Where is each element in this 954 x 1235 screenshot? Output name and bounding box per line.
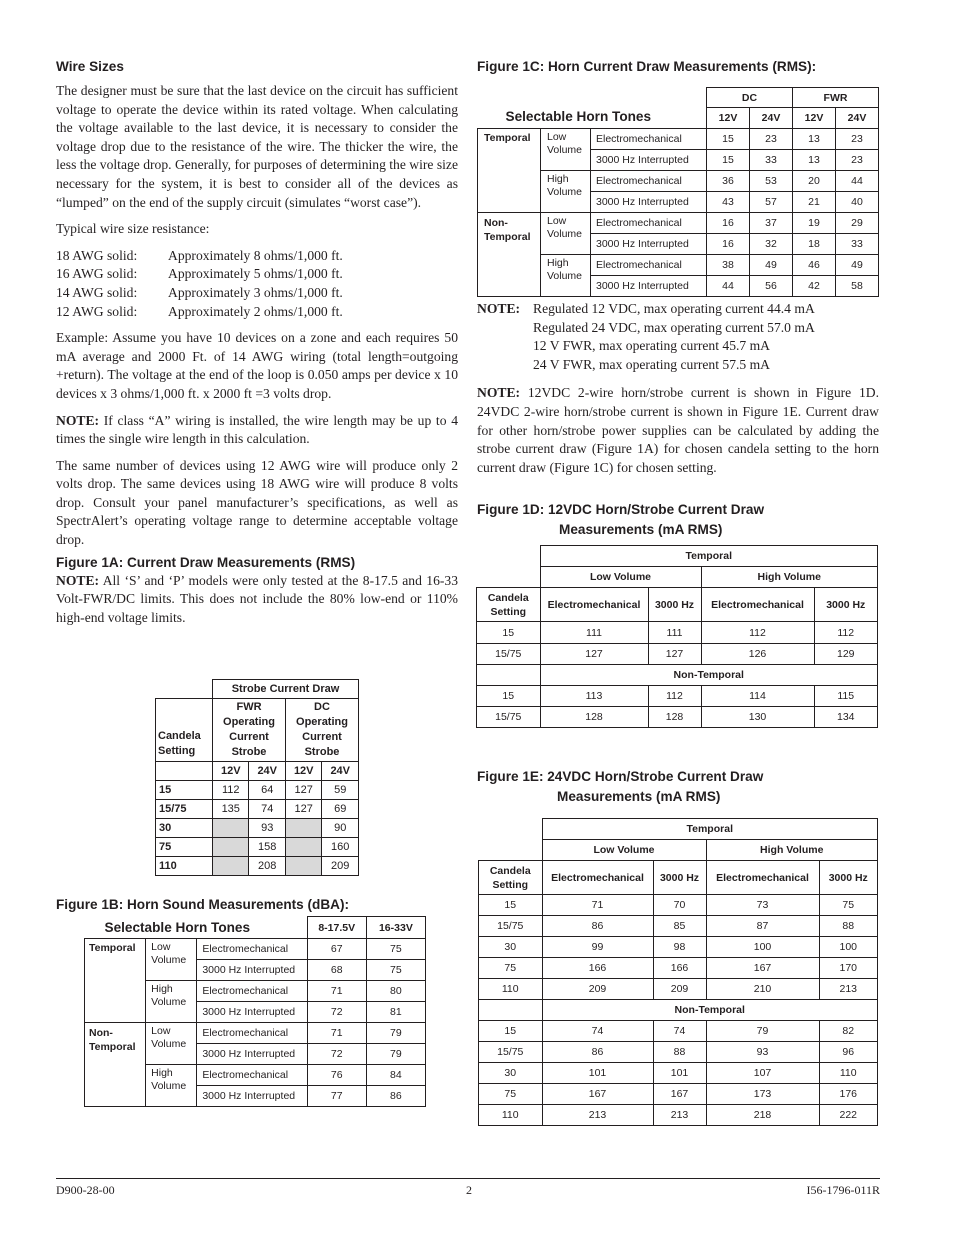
fig1a-table — [155, 679, 359, 876]
fig1e-caption-line-2: Measurements (mA RMS) — [557, 789, 721, 804]
value-cell: 87 — [706, 916, 819, 937]
note-text: 12VDC 2-wire horn/strobe current is shown in Figure 1D. 24VDC 2-wire horn/strobe current is shown in Figure 1E. Current draw for other horn/strobe power supplies can be calculated by adding the strobe current draw (Figure 1A) for chosen candela setting to the horn current draw (Figure 1C) for chosen setting. — [477, 385, 879, 475]
value-cell: 44 — [707, 276, 750, 297]
tone-cell: Electromechanical — [591, 129, 707, 150]
fwr-header: FWR Operating Current Strobe — [213, 698, 286, 761]
candela-cell: 30 — [479, 937, 543, 958]
note-line: Regulated 12 VDC, max operating current 44.4 mA — [533, 301, 815, 316]
value-cell: 113 — [540, 686, 648, 707]
value-cell: 209 — [322, 856, 359, 875]
volt-header: 24V — [836, 108, 879, 129]
volume-cell: Low Volume — [541, 213, 591, 255]
value-cell: 42 — [793, 276, 836, 297]
candela-cell: 75 — [479, 958, 543, 979]
strobe-current-header: Strobe Current Draw — [213, 680, 359, 699]
high-volume-header: High Volume — [701, 567, 878, 588]
fwr-header: FWR — [793, 88, 879, 108]
note-lines — [533, 300, 879, 374]
fig1a-note — [56, 572, 458, 628]
value-cell: 126 — [701, 644, 814, 665]
em-header: Electromechanical — [540, 588, 648, 622]
value-cell: 15 — [707, 129, 750, 150]
value-cell: 127 — [648, 644, 701, 665]
volume-cell: Low Volume — [541, 129, 591, 171]
value-cell: 82 — [819, 1021, 878, 1042]
value-cell: 64 — [249, 780, 286, 799]
value-cell: 127 — [540, 644, 648, 665]
tone-cell: 3000 Hz Interrupted — [591, 276, 707, 297]
value-cell: 69 — [322, 799, 359, 818]
footer-page-number: 2 — [466, 1183, 472, 1197]
candela-cell: 110 — [156, 856, 213, 875]
table-row — [477, 686, 878, 707]
value-cell — [213, 856, 249, 875]
tone-cell: Electromechanical — [197, 939, 307, 960]
value-cell: 101 — [653, 1063, 706, 1084]
candela-cell: 15 — [477, 686, 541, 707]
hz-header: 3000 Hz — [653, 861, 706, 895]
candela-cell: 15/75 — [479, 1042, 543, 1063]
candela-cell: 15 — [477, 622, 541, 644]
value-cell: 49 — [750, 255, 793, 276]
value-cell: 93 — [706, 1042, 819, 1063]
awg-value: Approximately 3 ohms/1,000 ft. — [168, 284, 343, 300]
fig1c-notes — [477, 300, 879, 485]
value-cell: 49 — [836, 255, 879, 276]
volume-cell: High Volume — [146, 1065, 197, 1107]
value-cell: 209 — [542, 979, 653, 1000]
volt-header: 24V — [322, 761, 359, 780]
fig1e-caption-line-1: Figure 1E: 24VDC Horn/Strobe Current Draw — [477, 769, 764, 784]
value-cell: 74 — [249, 799, 286, 818]
candela-cell: 110 — [479, 979, 543, 1000]
volume-cell: High Volume — [541, 255, 591, 297]
wire-sizes-paragraph-2: Typical wire size resistance: — [56, 221, 210, 237]
voltage-header: 8-17.5V — [307, 917, 366, 939]
voltage-header: 16-33V — [366, 917, 425, 939]
value-cell: 29 — [836, 213, 879, 234]
value-cell: 99 — [542, 937, 653, 958]
value-cell: 53 — [750, 171, 793, 192]
hz-header: 3000 Hz — [814, 588, 878, 622]
table-row — [477, 622, 878, 644]
value-cell: 98 — [653, 937, 706, 958]
tone-cell: Electromechanical — [197, 1065, 307, 1086]
candela-cell: 15 — [156, 780, 213, 799]
table-row — [156, 818, 359, 837]
tone-cell: Electromechanical — [197, 1023, 307, 1044]
mode-cell: Non-Temporal — [478, 213, 541, 297]
non-temporal-header: Non-Temporal — [542, 1000, 878, 1021]
value-cell: 218 — [706, 1105, 819, 1126]
tone-cell: 3000 Hz Interrupted — [197, 1086, 307, 1107]
non-temporal-header: Non-Temporal — [540, 665, 878, 686]
table-row — [479, 979, 878, 1000]
value-cell: 112 — [213, 780, 249, 799]
hz-header: 3000 Hz — [648, 588, 701, 622]
tone-cell: 3000 Hz Interrupted — [197, 1002, 307, 1023]
wire-sizes-paragraph-1: The designer must be sure that the last device on the circuit has sufficient voltage to operate the device within its rated voltage. When calculating the voltage available to the last device, it is necessary to consider the voltage drop due to the resistance of the wire. The thicker the wire, the less the voltage drop. Generally, for purposes of determining the wire size necessary for the system, it is best to consider all of the devices as “lumped” on the end of the supply circuit (simulates “worst case”). — [56, 83, 458, 210]
note-text: All ‘S’ and ‘P’ models were only tested at the 8-17.5 and 16-33 Volt-FWR/DC limits. This does not include the 80% low-end or 110% high-end voltage limits. — [56, 572, 458, 625]
hz-header: 3000 Hz — [819, 861, 878, 895]
note-label: NOTE: — [477, 385, 521, 401]
value-cell: 72 — [307, 1044, 366, 1065]
candela-cell: 30 — [156, 818, 213, 837]
value-cell: 71 — [307, 981, 366, 1002]
temporal-header: Temporal — [540, 546, 878, 567]
value-cell: 21 — [793, 192, 836, 213]
volt-header: 12V — [793, 108, 836, 129]
candela-header: Candela Setting — [477, 588, 541, 622]
wire-sizes-paragraph-4: The same number of devices using 12 AWG wire will produce only 2 volts drop. The same devices using 18 AWG wire will produce 8 volts drop. Consult your panel manufacturer’s specifications, as well as SpectrAlert’s operating voltage range to determine acceptable voltage drop. — [56, 457, 458, 548]
volt-header: 12V — [213, 761, 249, 780]
candela-header-text: Candela Setting — [158, 729, 201, 757]
value-cell: 56 — [750, 276, 793, 297]
value-cell: 213 — [819, 979, 878, 1000]
value-cell: 72 — [307, 1002, 366, 1023]
value-cell: 19 — [793, 213, 836, 234]
fig1c-table — [477, 87, 879, 297]
note-text: If class “A” wiring is installed, the wire length may be up to 4 times the single wire length in this calculation. — [56, 412, 458, 447]
value-cell: 90 — [322, 818, 359, 837]
value-cell: 75 — [366, 939, 425, 960]
mode-cell: Temporal — [478, 129, 541, 213]
value-cell: 80 — [366, 981, 425, 1002]
table-row — [477, 707, 878, 728]
value-cell: 43 — [707, 192, 750, 213]
value-cell: 36 — [707, 171, 750, 192]
awg-list — [56, 247, 458, 321]
value-cell: 33 — [836, 234, 879, 255]
candela-header — [156, 698, 213, 761]
value-cell: 71 — [307, 1023, 366, 1044]
footer-doc-number: D900-28-00 — [56, 1183, 115, 1197]
value-cell: 76 — [307, 1065, 366, 1086]
value-cell: 71 — [542, 895, 653, 916]
value-cell: 73 — [706, 895, 819, 916]
value-cell: 100 — [706, 937, 819, 958]
value-cell: 88 — [653, 1042, 706, 1063]
candela-cell: 15/75 — [477, 707, 541, 728]
awg-size: 16 AWG solid: — [56, 266, 138, 282]
value-cell: 100 — [819, 937, 878, 958]
tone-cell: Electromechanical — [591, 255, 707, 276]
candela-cell: 15/75 — [479, 916, 543, 937]
table-row — [479, 937, 878, 958]
table-row — [479, 916, 878, 937]
value-cell: 23 — [836, 129, 879, 150]
value-cell: 134 — [814, 707, 878, 728]
value-cell: 37 — [750, 213, 793, 234]
value-cell: 75 — [366, 960, 425, 981]
awg-size: 12 AWG solid: — [56, 303, 138, 319]
note-label: NOTE: — [56, 572, 100, 588]
value-cell: 88 — [819, 916, 878, 937]
value-cell: 111 — [540, 622, 648, 644]
value-cell: 130 — [701, 707, 814, 728]
regulated-note — [477, 300, 879, 374]
fig1b-table — [84, 916, 426, 1107]
volt-header: 24V — [249, 761, 286, 780]
value-cell: 170 — [819, 958, 878, 979]
value-cell: 81 — [366, 1002, 425, 1023]
value-cell — [285, 856, 321, 875]
wire-sizes-note — [56, 412, 458, 449]
value-cell: 23 — [836, 150, 879, 171]
value-cell: 209 — [653, 979, 706, 1000]
value-cell: 58 — [836, 276, 879, 297]
value-cell — [213, 837, 249, 856]
tone-cell: Electromechanical — [591, 213, 707, 234]
value-cell: 85 — [653, 916, 706, 937]
em-header: Electromechanical — [701, 588, 814, 622]
table-row — [479, 1021, 878, 1042]
fig1d-caption-line-1: Figure 1D: 12VDC Horn/Strobe Current Draw — [477, 502, 765, 517]
value-cell: 176 — [819, 1084, 878, 1105]
awg-size: 18 AWG solid: — [56, 247, 138, 263]
value-cell: 68 — [307, 960, 366, 981]
tone-cell: 3000 Hz Interrupted — [591, 150, 707, 171]
table-row — [156, 856, 359, 875]
value-cell: 40 — [836, 192, 879, 213]
value-cell: 70 — [653, 895, 706, 916]
value-cell: 33 — [750, 150, 793, 171]
table-row — [156, 799, 359, 818]
value-cell: 74 — [542, 1021, 653, 1042]
fig1c-table-title: Selectable Horn Tones — [478, 88, 707, 129]
value-cell: 79 — [366, 1044, 425, 1065]
table-row — [479, 1084, 878, 1105]
value-cell: 166 — [542, 958, 653, 979]
fig1b-table-title: Selectable Horn Tones — [85, 917, 308, 939]
mode-cell: Temporal — [85, 939, 146, 1023]
wire-sizes-paragraph-3: Example: Assume you have 10 devices on a zone and each requires 50 mA average and 2000 Ft. of 14 AWG wiring (total length=outgoing +return). The voltage at the end of the loop is 0.050 amps per device x 10 devices x 3 ohms/1,000 ft. x 2000 ft =3 volts drop. — [56, 330, 458, 401]
value-cell: 167 — [653, 1084, 706, 1105]
value-cell: 135 — [213, 799, 249, 818]
tone-cell: Electromechanical — [591, 171, 707, 192]
value-cell: 129 — [814, 644, 878, 665]
high-volume-header: High Volume — [706, 840, 878, 861]
value-cell: 16 — [707, 234, 750, 255]
value-cell: 112 — [814, 622, 878, 644]
value-cell: 127 — [285, 799, 321, 818]
value-cell: 23 — [750, 129, 793, 150]
tone-cell: 3000 Hz Interrupted — [197, 960, 307, 981]
value-cell: 158 — [249, 837, 286, 856]
value-cell: 79 — [706, 1021, 819, 1042]
table-row — [156, 837, 359, 856]
note-label: NOTE: — [477, 301, 521, 316]
value-cell: 111 — [648, 622, 701, 644]
value-cell: 93 — [249, 818, 286, 837]
value-cell: 84 — [366, 1065, 425, 1086]
fig1d-table — [476, 545, 878, 728]
fig1c-caption: Figure 1C: Horn Current Draw Measurements (RMS): — [477, 59, 817, 74]
volt-header: 24V — [750, 108, 793, 129]
value-cell: 44 — [836, 171, 879, 192]
value-cell: 110 — [819, 1063, 878, 1084]
awg-value: Approximately 2 ohms/1,000 ft. — [168, 303, 343, 319]
value-cell: 13 — [793, 150, 836, 171]
value-cell: 222 — [819, 1105, 878, 1126]
volt-header: 12V — [285, 761, 321, 780]
value-cell: 166 — [653, 958, 706, 979]
fig1d-caption — [477, 500, 764, 540]
page-footer — [56, 1178, 880, 1197]
wire-sizes-heading: Wire Sizes — [56, 59, 124, 74]
table-row — [156, 780, 359, 799]
candela-cell: 75 — [479, 1084, 543, 1105]
value-cell: 208 — [249, 856, 286, 875]
value-cell: 210 — [706, 979, 819, 1000]
footer-part-number: I56-1796-011R — [806, 1183, 880, 1197]
low-volume-header: Low Volume — [542, 840, 706, 861]
value-cell: 59 — [322, 780, 359, 799]
em-header: Electromechanical — [542, 861, 653, 895]
volume-cell: High Volume — [146, 981, 197, 1023]
fig1a-caption: Figure 1A: Current Draw Measurements (RMS) — [56, 554, 356, 570]
note-line: 12 V FWR, max operating current 45.7 mA — [533, 338, 770, 354]
tone-cell: 3000 Hz Interrupted — [591, 192, 707, 213]
table-row — [479, 1105, 878, 1126]
note-line: 24 V FWR, max operating current 57.5 mA — [533, 356, 770, 372]
mode-cell: Non-Temporal — [85, 1023, 146, 1107]
value-cell: 86 — [542, 916, 653, 937]
table-row — [477, 644, 878, 665]
fig1b-caption: Figure 1B: Horn Sound Measurements (dBA): — [56, 897, 350, 912]
horn-strobe-note — [477, 384, 879, 477]
awg-size: 14 AWG solid: — [56, 284, 138, 300]
value-cell: 86 — [542, 1042, 653, 1063]
table-row — [479, 1042, 878, 1063]
value-cell: 167 — [706, 958, 819, 979]
value-cell — [285, 818, 321, 837]
table-row — [479, 895, 878, 916]
tone-cell: Electromechanical — [197, 981, 307, 1002]
fig1d-caption-line-2: Measurements (mA RMS) — [559, 522, 723, 537]
value-cell: 112 — [701, 622, 814, 644]
fig1e-caption — [477, 767, 763, 807]
value-cell: 115 — [814, 686, 878, 707]
dc-header: DC — [707, 88, 793, 108]
value-cell: 128 — [648, 707, 701, 728]
value-cell — [213, 818, 249, 837]
value-cell: 96 — [819, 1042, 878, 1063]
value-cell: 213 — [653, 1105, 706, 1126]
value-cell: 13 — [793, 129, 836, 150]
value-cell: 128 — [540, 707, 648, 728]
value-cell: 20 — [793, 171, 836, 192]
candela-cell: 15/75 — [477, 644, 541, 665]
value-cell: 86 — [366, 1086, 425, 1107]
awg-value: Approximately 8 ohms/1,000 ft. — [168, 247, 343, 263]
note-line: Regulated 24 VDC, max operating current 57.0 mA — [533, 319, 815, 335]
value-cell: 112 — [648, 686, 701, 707]
fig1e-table — [478, 818, 878, 1126]
value-cell: 79 — [366, 1023, 425, 1044]
value-cell — [285, 837, 321, 856]
tone-cell: 3000 Hz Interrupted — [591, 234, 707, 255]
value-cell: 32 — [750, 234, 793, 255]
dc-header: DC Operating Current Strobe — [285, 698, 358, 761]
low-volume-header: Low Volume — [540, 567, 701, 588]
volume-cell: Low Volume — [146, 1023, 197, 1065]
table-row — [479, 1063, 878, 1084]
candela-cell: 15 — [479, 1021, 543, 1042]
value-cell: 75 — [819, 895, 878, 916]
volt-header: 12V — [707, 108, 750, 129]
value-cell: 167 — [542, 1084, 653, 1105]
volume-cell: Low Volume — [146, 939, 197, 981]
candela-cell: 30 — [479, 1063, 543, 1084]
value-cell: 213 — [542, 1105, 653, 1126]
value-cell: 101 — [542, 1063, 653, 1084]
table-row — [479, 958, 878, 979]
value-cell: 67 — [307, 939, 366, 960]
value-cell: 160 — [322, 837, 359, 856]
volume-cell: High Volume — [541, 171, 591, 213]
value-cell: 74 — [653, 1021, 706, 1042]
candela-cell: 110 — [479, 1105, 543, 1126]
value-cell: 38 — [707, 255, 750, 276]
value-cell: 127 — [285, 780, 321, 799]
value-cell: 107 — [706, 1063, 819, 1084]
left-column — [56, 58, 458, 635]
value-cell: 46 — [793, 255, 836, 276]
value-cell: 57 — [750, 192, 793, 213]
candela-header: Candela Setting — [479, 861, 543, 895]
candela-cell: 15/75 — [156, 799, 213, 818]
value-cell: 16 — [707, 213, 750, 234]
note-label: NOTE: — [56, 412, 100, 428]
candela-cell: 15 — [479, 895, 543, 916]
value-cell: 173 — [706, 1084, 819, 1105]
value-cell: 114 — [701, 686, 814, 707]
temporal-header: Temporal — [542, 819, 878, 840]
candela-cell: 75 — [156, 837, 213, 856]
value-cell: 77 — [307, 1086, 366, 1107]
value-cell: 15 — [707, 150, 750, 171]
value-cell: 18 — [793, 234, 836, 255]
awg-value: Approximately 5 ohms/1,000 ft. — [168, 266, 343, 282]
tone-cell: 3000 Hz Interrupted — [197, 1044, 307, 1065]
em-header: Electromechanical — [706, 861, 819, 895]
